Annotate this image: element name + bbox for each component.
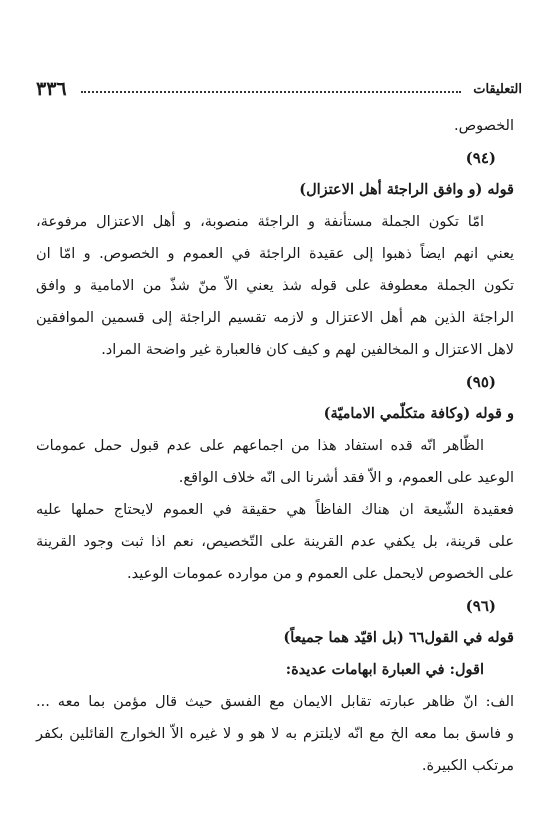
paragraph-first-line: الظّاهر انّه قده استفاد هذا من اجماعهم على عدم قبول حمل عمومات — [36, 438, 484, 454]
dotted-leader — [81, 91, 462, 93]
section-heading: قوله في القول٦٦ (بل اقيّد هما جميعاً) — [283, 629, 514, 646]
paragraph-last-line: الخصوص. — [453, 118, 514, 134]
paragraph-last-line: على الخصوص لايحمل على العموم و من موارده عمومات الوعيد. — [127, 566, 514, 582]
section-heading: قوله (و وافق الراجئة أهل الاعتزال) — [299, 181, 514, 198]
text-line: تكون الجملة معطوفة على قوله شذ يعني الاّ منّ شذّ من الامامية و وافق — [36, 278, 514, 294]
paragraph-first-line: اقول: في العبارة ابهامات عديدة: — [285, 661, 484, 678]
text-line: يعني انهم ايضاً ذهبوا إلى عقيدة الراجئة في العموم و الخصوص. و امّا ان — [36, 246, 514, 262]
page-number: ٣٣٦ — [36, 78, 67, 100]
note-number: (٩٥) — [465, 373, 496, 391]
section-heading: و قوله (وكافة متكلّمي الاماميّة) — [323, 405, 514, 422]
text-line: و فاسق بما معه الخ مع انّه لايلتزم به لا هو و لا غيره الاّ الخوارج القائلين بكفر — [36, 726, 514, 742]
note-number: (٩٤) — [465, 149, 496, 167]
body-text — [36, 110, 514, 782]
text-line: الراجئة الذين هم أهل الاعتزال و لازمه تقسيم الراجئة إلى قسمين الموافقين — [36, 310, 514, 326]
paragraph-first-line: امّا تكون الجملة مستأنفة و الراجئة منصوبة، و أهل الاعتزال مرفوعة، — [36, 214, 484, 230]
paragraph-last-line: لاهل الاعتزال و المخالفين لهم و كيف كان فالعبارة غير واضحة المراد. — [101, 342, 514, 358]
running-title: التعليقات — [473, 81, 522, 97]
text-line: فعقيدة الشّيعة ان هناك الفاظاً هي حقيقة في العموم لايحتاج حملها عليه — [36, 502, 514, 518]
paragraph-last-line: الوعيد على العموم، و الاّ فقد أشرنا الى انّه خلاف الواقع. — [178, 470, 514, 486]
page-header — [36, 78, 522, 100]
text-line: الف: انّ ظاهر عبارته تقابل الايمان مع الفسق حيث قال مؤمن بما معه ... — [36, 694, 514, 710]
paragraph-last-line: مرتكب الكبيرة. — [421, 758, 514, 774]
text-line: على قرينة، بل يكفي عدم القرينة على التّخصيص، نعم اذا ثبت وجود القرينة — [36, 534, 514, 550]
note-number: (٩٦) — [465, 597, 496, 615]
